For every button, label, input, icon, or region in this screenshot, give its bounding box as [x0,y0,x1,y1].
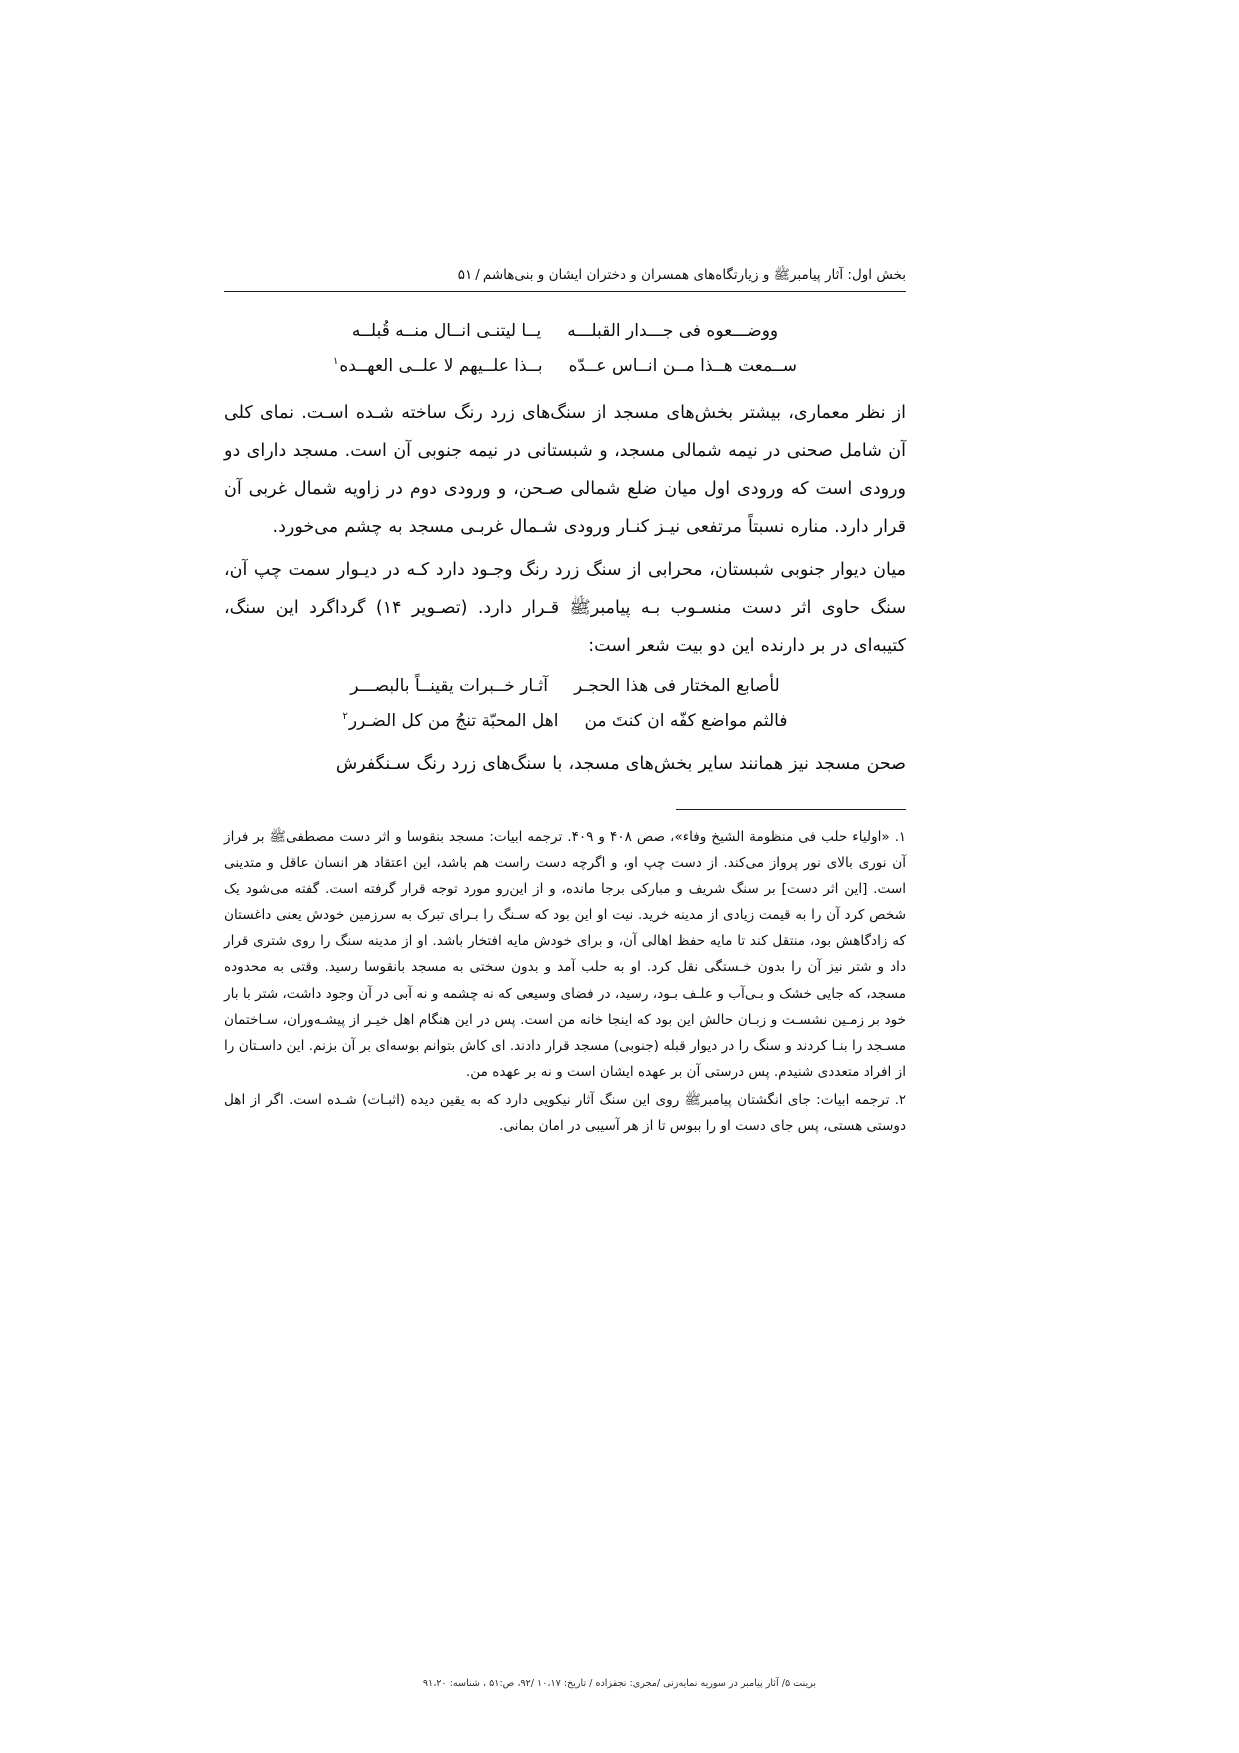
footnote-item [224,1087,906,1139]
running-header-separator: / [475,267,480,283]
footnote-number: ۱. [894,829,906,845]
footnote-rule [676,809,906,810]
verse-block-middle [224,669,906,739]
verse-line [224,349,906,384]
verse-line [224,704,906,739]
hemistich-b: بــذا علــیهم لا علــی العهــده [339,356,543,377]
footnote-number: ۲. [894,1092,906,1108]
hemistich-b: آثـار خــبرات یقینــاً بالبصـــر [350,675,549,696]
footnote-rule-wrapper [224,783,906,824]
footnote-marker-1[interactable]: ۱ [332,356,339,368]
page-number: ۵۱ [457,267,473,283]
hemistich-b: اهل المحبّة تنجُ من کل الضـرر [348,710,559,731]
footnote-marker-2[interactable]: ۲ [342,711,348,723]
body-paragraph-continued: صحن مسجد نیز همانند سایر بخش‌های مسجد، با سنگ‌های زرد رنگ سـنگفرش [335,753,906,774]
header-rule [224,291,906,292]
verse-line [224,314,906,349]
print-production-line: برینت ۵/ آثار پیامبر در سوریه نمایه‌زنی /مجری: نجفزاده / تاریخ: ۱۰،۱۷ /۹۲، ص:۵۱ ، شناسه: ۹۱،۲۰ [422,1678,817,1689]
hemistich-a: فالثم مواضع کفّه ان کنتَ من [584,710,788,731]
footnote-text: ترجمه ابیات: جای انگشتان پیامبرﷺ روی این سنگ آثار نیکویی دارد که به یقین دیده (اثبـات) شـده است. اگر از اهل دوستی هستی، پس جای دست او را ببوس تا از هر آسیبی در امان بمانی. [224,1091,906,1135]
running-header-title: بخش اول: آثار پیامبرﷺ و زیارتگاه‌های همسران و دختران ایشان و بنی‌هاشم [482,267,906,283]
footnote-item [224,824,906,1085]
page-content [224,265,906,1141]
hemistich-b: یــا لیتنـی انــال منــه قُبلــه [351,321,542,342]
body-paragraph: از نظر معماری، بیشتر بخش‌های مسجد از سنگ‌های زرد رنگ ساخته شـده اسـت. نمای کلی آن شامل صحنی در نیمه شمالی مسجد، و شبستانی در نیمه جنوبی آن است. مسجد دارای دو ورودی است که ورودی اول میان ضلع شمالی صـحن، و ورودی دوم در زاویه شمال غربی آن قرار دارد. مناره نسبتاً مرتفعی نیـز کنـار ورودی شـمال غربـی مسجد به چشم می‌خورد. [224,402,906,538]
hemistich-a: لأصابع المختار فی هذا الحجـر [574,675,780,696]
running-header [224,265,906,291]
footnotes-section [224,824,906,1140]
verse-line [224,669,906,704]
body-paragraph: میان دیوار جنوبی شبستان، محرابی از سنگ زرد رنگ وجـود دارد کـه در دیـوار سمت چپ آن، سنگ حاوی اثر دست منسـوب بـه پیامبرﷺ قـرار دارد. (تصـویر ۱۴) گرداگرد این سنگ، کتیبه‌ای در بر دارنده این دو بیت شعر است: [224,559,907,656]
verse-block-top [224,314,906,384]
hemistich-a: ســمعت هــذا مــن انــاس عــدّه [568,356,798,377]
hemistich-a: ووضـــعوه فی جـــدار القبلـــه [567,321,779,342]
footnote-text: «اولیاء حلب فی منظومة الشیخ وفاء»، صص ۴۰۸ و ۴۰۹. ترجمه ابیات: مسجد بنقوسا و اثر دست مصطفیﷺ بر فراز آن نوری بالای نور پرواز می‌کند. از دست چپ او، و اگرچه دست راست هم باشد، این اعتقاد هر انسان عاقل و متدینی است. [این اثر دست] بر سنگ شریف و مبارکی برجا مانده، و از این‌رو مورد توجه قرار گرفته است. گفته می‌شود یک شخص کرد آن را به قیمت زیادی از مدینه خرید. نیت او این بود که سـنگ را بـرای تبرک به سرزمین خودش یعنی داغستان که زادگاهش بود، منتقل کند تا مایه حفظ اهالی آن، و برای خودش مایه افتخار باشد. او از مدینه سنگ را روی شتری قرار داد و شتر نیز آن را بدون خـستگی نقل کرد. او به حلب آمد و بدون سختی به مسجد بانقوسا رسید. وقتی به محدوده مسجد، که جایی خشک و بـی‌آب و علـف بـود، رسید، در فضای وسیعی که نه چشمه و نه آبی در آن وجود داشت، شتر با بار خود بر زمـین نشسـت و زبـان حالش این بود که اینجا خانه من است. پس در این هنگام اهل خیـر از پیشـه‌وران، سـاختمان مسـجد را بنـا کردند و سنگ را در دیوار قبله (جنوبی) مسجد قرار دادند. ای کاش بتوانم بوسه‌ای بر آن بزنم. این داسـتان را از افراد متعددی شنیدم. پس درستی آن بر عهده ایشان است و نه بر عهده من. [224,828,906,1080]
